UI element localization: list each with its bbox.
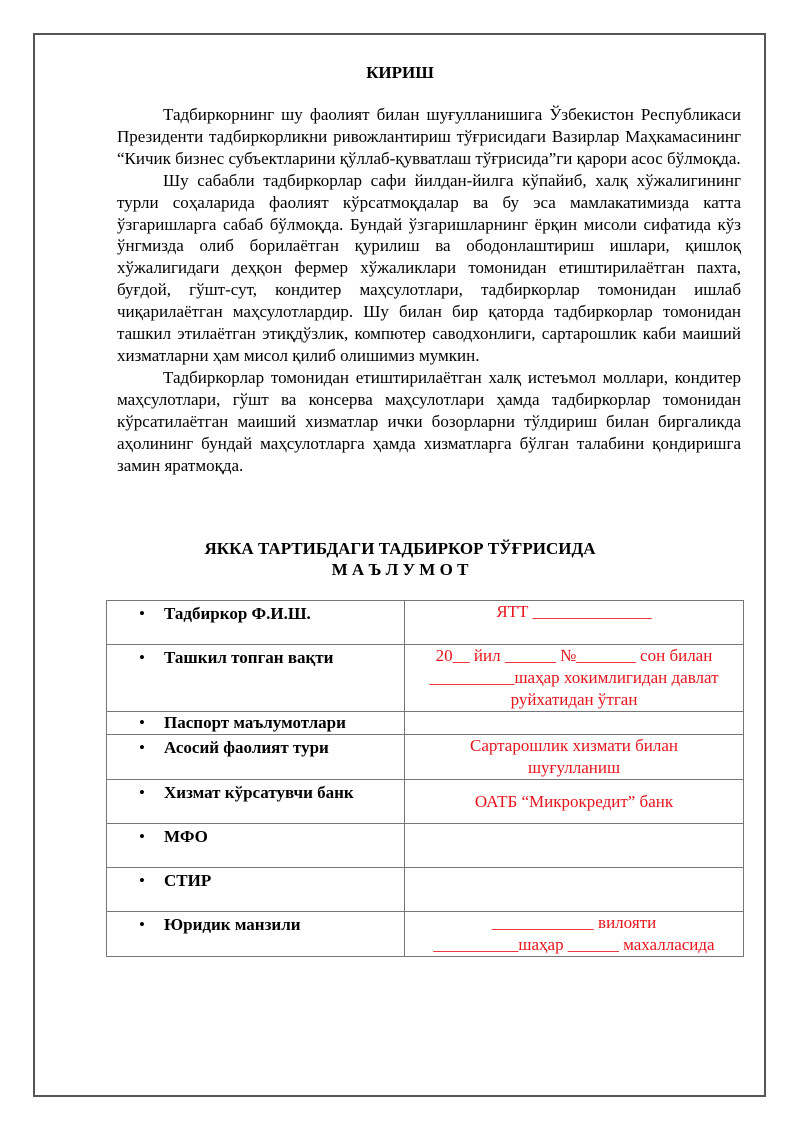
intro-paragraph: Тадбиркорлар томонидан етиштирилаётган халқ истеъмол моллари, кондитер маҳсулотлари, гўшт ва консерва маҳсулотлари ҳамда тадбиркорлар томонидан кўрсатилаётган маиший хизматлар ички бозорларни тўлдириш билан биргаликда аҳолининг бундай маҳсулотларга ҳамда хизматларга бўлган талабини қондиришга замин яратмоқда. bbox=[117, 367, 741, 475]
row-label: Юридик манзили bbox=[164, 915, 301, 934]
table-row bbox=[107, 868, 744, 912]
row-value-cell bbox=[405, 912, 744, 957]
row-label: Тадбиркор Ф.И.Ш. bbox=[164, 604, 311, 623]
row-label: СТИР bbox=[164, 871, 212, 890]
row-label-cell bbox=[107, 824, 405, 868]
row-label: МФО bbox=[164, 827, 208, 846]
value-line: __________шаҳар хокимлигидан давлат bbox=[429, 668, 719, 687]
value-line: ЯТТ ______________ bbox=[496, 602, 652, 621]
row-value-cell bbox=[405, 868, 744, 912]
row-label-cell bbox=[107, 735, 405, 780]
bullet-icon: • bbox=[139, 738, 145, 757]
value-line: __________шаҳар ______ махалласида bbox=[433, 935, 715, 954]
row-label-cell bbox=[107, 712, 405, 735]
bullet-icon: • bbox=[139, 648, 145, 667]
table-row bbox=[107, 780, 744, 824]
row-label-cell bbox=[107, 645, 405, 712]
row-value-cell bbox=[405, 712, 744, 735]
table-row bbox=[107, 912, 744, 957]
info-section-title bbox=[0, 538, 800, 580]
row-label-cell bbox=[107, 780, 405, 824]
row-label-cell bbox=[107, 601, 405, 645]
bullet-icon: • bbox=[139, 783, 145, 802]
row-label: Паспорт маълумотлари bbox=[164, 713, 346, 732]
bullet-icon: • bbox=[139, 713, 145, 732]
row-value-cell bbox=[405, 735, 744, 780]
table-row bbox=[107, 735, 744, 780]
value-line: шуғулланиш bbox=[527, 758, 621, 777]
table-row bbox=[107, 712, 744, 735]
row-value-cell bbox=[405, 824, 744, 868]
intro-body bbox=[117, 104, 741, 476]
value-line: Сартарошлик хизмати билан bbox=[470, 736, 678, 755]
row-value-cell bbox=[405, 601, 744, 645]
table-row bbox=[107, 645, 744, 712]
row-label-cell bbox=[107, 868, 405, 912]
info-table bbox=[106, 600, 744, 957]
value-line: руйхатидан ўтган bbox=[510, 690, 638, 709]
info-title-line1: ЯККА ТАРТИБДАГИ ТАДБИРКОР ТЎҒРИСИДА bbox=[204, 539, 596, 558]
bullet-icon: • bbox=[139, 871, 145, 890]
info-title-line2: М А Ъ Л У М О Т bbox=[331, 560, 469, 579]
table-row bbox=[107, 601, 744, 645]
intro-paragraph: Тадбиркорнинг шу фаолият билан шуғулланишига Ўзбекистон Республикаси Президенти тадбиркорликни ривожлантириш тўғрисидаги Вазирлар Маҳкамасининг “Кичик бизнес субъектларини қўллаб-қувватлаш тўғрисида”ги қарори асос бўлмоқда. bbox=[117, 105, 741, 168]
bullet-icon: • bbox=[139, 915, 145, 934]
value-line: ОАТБ “Микрокредит” банк bbox=[474, 791, 674, 811]
bullet-icon: • bbox=[139, 604, 145, 623]
table-row bbox=[107, 824, 744, 868]
value-line: ____________ вилояти bbox=[491, 913, 657, 932]
value-line: 20__ йил ______ №_______ сон билан bbox=[435, 646, 713, 665]
intro-title: КИРИШ bbox=[366, 63, 434, 82]
row-label: Хизмат кўрсатувчи банк bbox=[164, 783, 354, 802]
row-label: Асосий фаолият тури bbox=[164, 738, 329, 757]
intro-paragraph: Шу сабабли тадбиркорлар сафи йилдан-йилга кўпайиб, халқ хўжалигининг турли соҳаларида фаолият кўрсатмоқдалар ва бу эса мамлакатимизда катта ўзгаришларга сабаб бўлмоқда. Бундай ўзгаришларнинг ёрқин мисоли сифатида кўз ўнгмизда олиб борилаётган қурилиш ва ободонлаштириш ишлари, қишлоқ хўжалигидаги деҳқон фермер хўжаликлари томонидан етиштирилаётган пахта, буғдой, гўшт-сут, кондитер маҳсулотлари, тадбиркорлар томонидан ишлаб чиқарилаётган маҳсулотлардир. Шу билан бир қаторда тадбиркорлар томонидан ташкил этилаётган этиқдўзлик, компютер саводхонлиги, сартарошлик каби маиший хизматларни ҳам мисол қилиб олишимиз мумкин. bbox=[117, 170, 741, 365]
row-label: Ташкил топган вақти bbox=[164, 648, 334, 667]
row-value-cell bbox=[405, 645, 744, 712]
bullet-icon: • bbox=[139, 827, 145, 846]
row-value-cell bbox=[405, 780, 744, 824]
row-label-cell bbox=[107, 912, 405, 957]
